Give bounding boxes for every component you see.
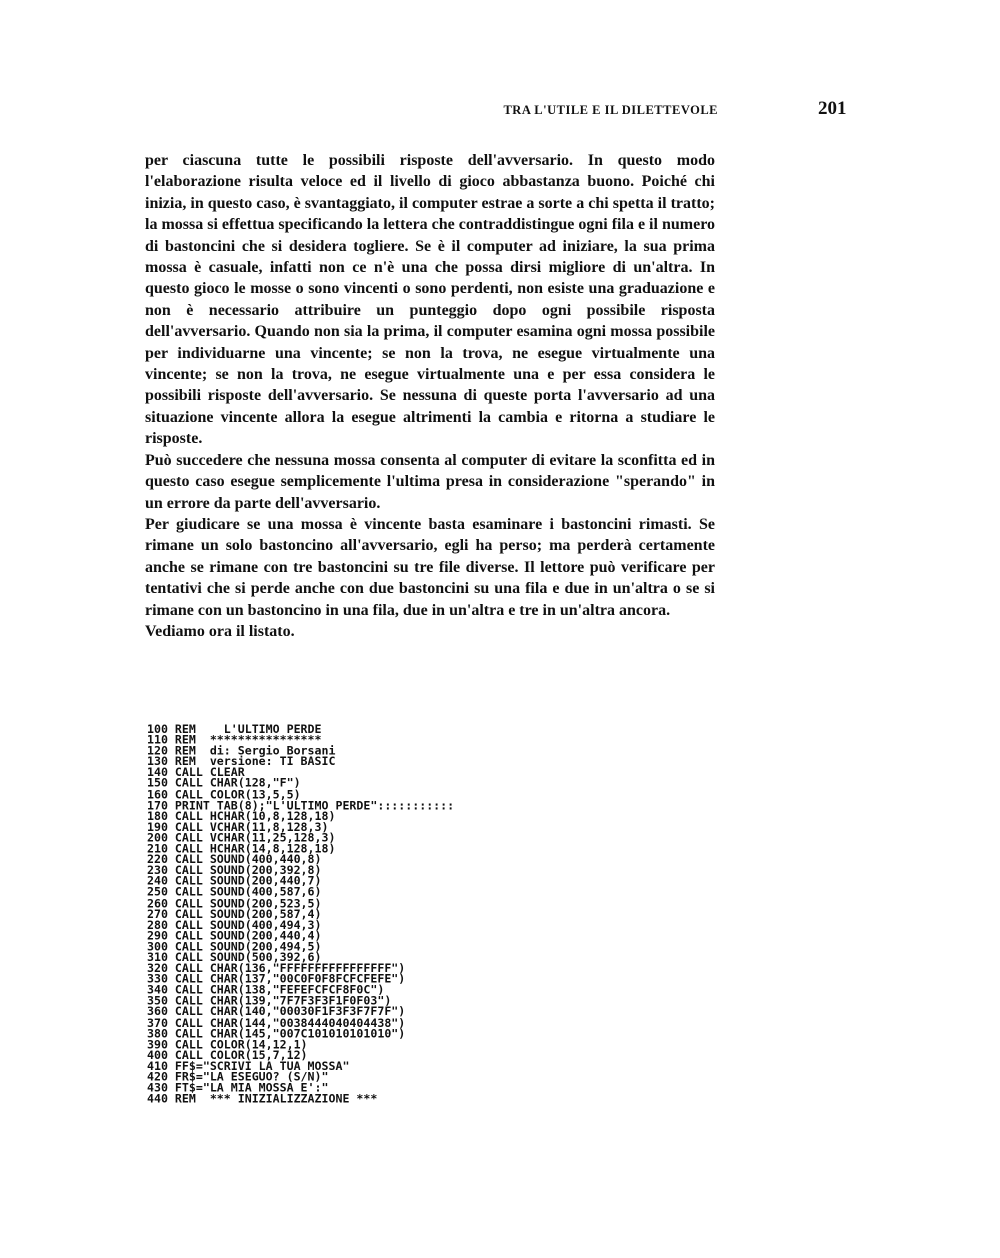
code-line: 340 CALL CHAR(138,"FEFEFCFCF8F0C"): [147, 982, 385, 997]
code-line: 370 CALL CHAR(144,"0038444040404438"): [147, 1015, 406, 1030]
code-line: 280 CALL SOUND(400,494,3): [147, 917, 322, 932]
code-line: 290 CALL SOUND(200,440,4): [147, 928, 322, 943]
paragraph-3: Per giudicare se una mossa è vincente basta esaminare i bastoncini rimasti. Se rimane un solo bastoncino all'avversario, egli ha perso; ma perderà certamente anche se rimane con tre bastoncini su tre file diverse. Il lettore può verificare per tentativi che si perde anche con due bastoncini su una fila e due in un'altra o se si rimane con un bastoncino in una fila, due in un'altra e tre in un'altra ancora.: [145, 515, 715, 619]
code-line: 320 CALL CHAR(136,"FFFFFFFFFFFFFFFF"): [147, 961, 406, 975]
code-line: 440 REM *** INIZIALIZZAZIONE ***: [147, 1091, 378, 1106]
code-line: 330 CALL CHAR(137,"00C0F0F8FCFCFEFE"): [147, 972, 406, 986]
code-line: 130 REM versione: TI BASIC: [147, 754, 336, 769]
code-line: 160 CALL COLOR(13,5,5): [147, 787, 301, 801]
code-line: 360 CALL CHAR(140,"00030F1F3F3F7F7F"): [147, 1004, 406, 1019]
paragraph-4: Vediamo ora il listato.: [145, 622, 295, 640]
code-line: 270 CALL SOUND(200,587,4): [147, 906, 322, 921]
code-line: 430 FT$="LA MIA MOSSA E':": [147, 1080, 329, 1095]
code-line: 170 PRINT TAB(8);"L'ULTIMO PERDE":::::::::::: [147, 798, 455, 812]
code-line: 400 CALL COLOR(15,7,12): [147, 1048, 308, 1062]
code-line: 230 CALL SOUND(200,392,8): [147, 863, 322, 878]
paragraph-1: per ciascuna tutte le possibili risposte dell'avversario. In questo modo l'elaborazione risulta veloce ed il livello di gioco abbastanza buono. Poiché chi inizia, in questo caso, è svantaggiato, il computer estrae a sorte a chi spetta il tratto; la mossa si effettua specificando la lettera che contraddistingue ogni fila e il numero di bastoncini che si desidera togliere. Se è il computer ad iniziare, la sua prima mossa è casuale, infatti non ce n'è una che possa dirsi migliore di un'altra. In questo gioco le mosse o sono vincenti o sono perdenti, non esiste una graduazione e non è necessario attribuire un punteggio dopo ogni possibile risposta dell'avversario. Quando non sia la prima, il computer esamina ogni mossa possibile per individuarne una vincente; se non la trova, ne esegue virtualmente una vincente; se non la trova, ne esegue virtualmente una e per essa considera le possibili risposte dell'avversario. Se nessuna di queste porta l'avversario ad una situazione vincente allora la esegue altrimenti la cambia e ritorna a studiare le risposte.: [145, 152, 715, 448]
code-line: 240 CALL SOUND(200,440,7): [147, 874, 322, 888]
code-line: 100 REM L'ULTIMO PERDE: [147, 722, 322, 736]
running-head: TRA L'UTILE E IL DILETTEVOLE: [503, 103, 718, 117]
body-text: [145, 150, 715, 642]
code-line: 140 CALL CLEAR: [147, 765, 245, 780]
code-line: 260 CALL SOUND(200,523,5): [147, 895, 322, 910]
code-line: 250 CALL SOUND(400,587,6): [147, 885, 322, 899]
code-line: 210 CALL HCHAR(14,8,128,18): [147, 841, 336, 856]
code-line: 310 CALL SOUND(500,392,6): [147, 950, 322, 965]
code-line: 410 FF$="SCRIVI LA TUA MOSSA": [147, 1059, 350, 1073]
code-line: 180 CALL HCHAR(10,8,128,18): [147, 809, 336, 823]
paragraph-2: Può succedere che nessuna mossa consenta al computer di evitare la sconfitta ed in questo caso esegue semplicemente l'ultima presa in considerazione "sperando" in un errore da parte dell'avversario.: [145, 451, 715, 512]
code-line: 350 CALL CHAR(139,"7F7F3F3F1F0F03"): [147, 993, 392, 1008]
page-number: 201: [818, 98, 847, 119]
code-line: 120 REM di: Sergio Borsani: [147, 743, 336, 758]
basic-listing: [147, 724, 707, 1105]
code-line: 300 CALL SOUND(200,494,5): [147, 939, 322, 954]
code-line: 220 CALL SOUND(400,440,8): [147, 852, 322, 867]
code-line: 380 CALL CHAR(145,"007C101010101010"): [147, 1026, 406, 1041]
code-line: 420 FR$="LA ESEGUO? (S/N)": [147, 1069, 329, 1084]
code-line: 150 CALL CHAR(128,"F"): [147, 776, 301, 791]
code-line: 200 CALL VCHAR(11,25,128,3): [147, 830, 336, 845]
code-line: 110 REM ****************: [147, 732, 322, 747]
code-line: 390 CALL COLOR(14,12,1): [147, 1037, 308, 1052]
code-line: 190 CALL VCHAR(11,8,128,3): [147, 819, 329, 834]
